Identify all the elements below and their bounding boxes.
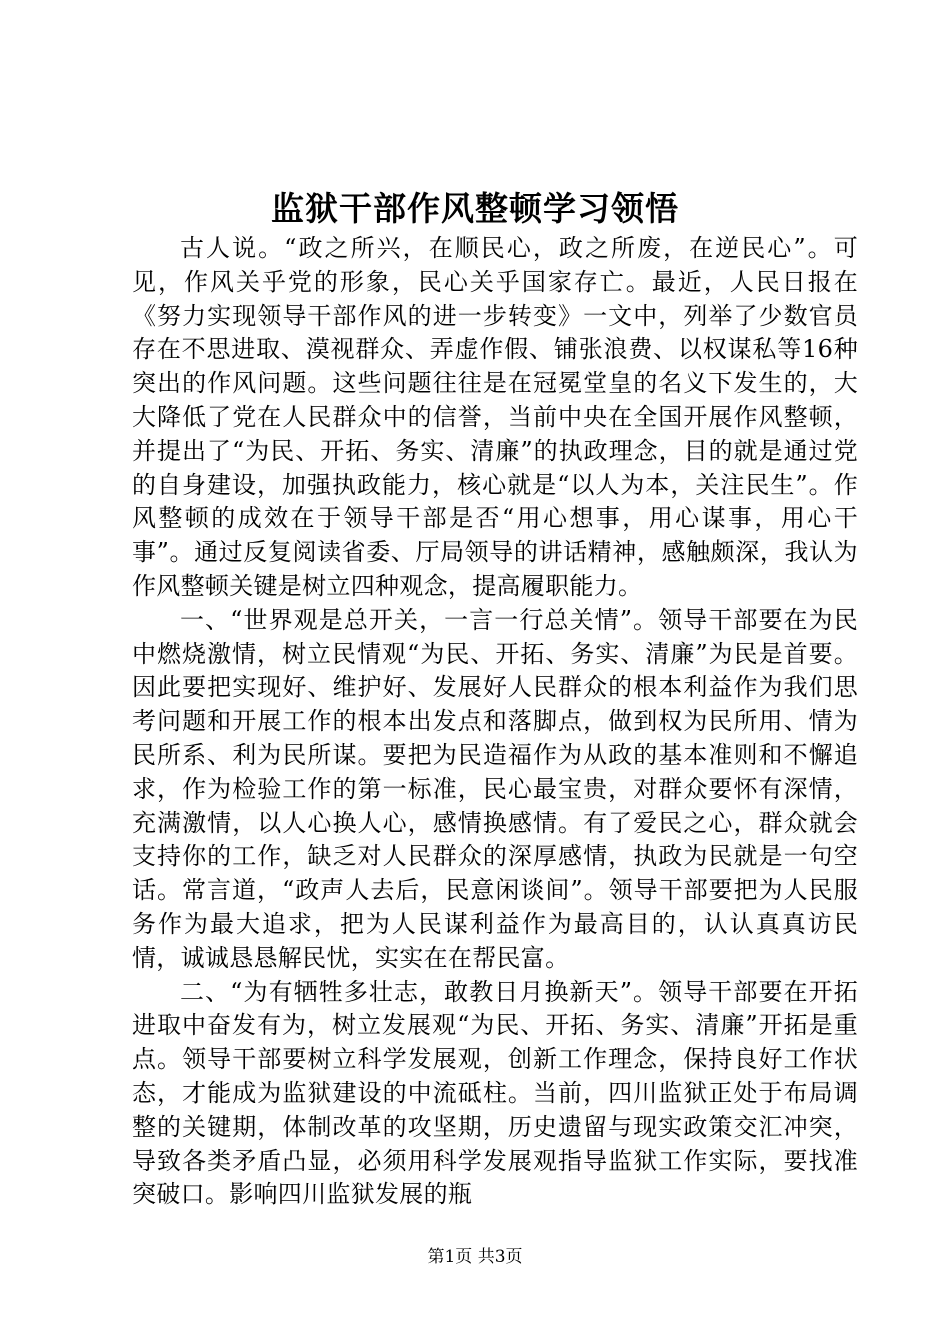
document-title: 监狱干部作风整顿学习领悟 (271, 189, 679, 228)
paragraph-section-1: 一、“世界观是总开关，一言一行总关情”。领导干部要在为民中燃烧激情，树立民情观“为民、开拓、务实、清廉”为民是首要。因此要把实现好、维护好、发展好人民群众的根本利益作为我们思考问题和开展工作的根本出发点和落脚点，做到权为民所用、情为民所系、利为民所谋。要把为民造福作为从政的基本准则和不懈追求，作为检验工作的第一标准，民心最宝贵，对群众要怀有深情，充满激情，以人心换人心，感情换感情。有了爱民之心，群众就会支持你的工作，缺乏对人民群众的深厚感情，执政为民就是一句空话。常言道，“政声人去后，民意闲谈间”。领导干部要把为人民服务作为最大追求，把为人民谋利益作为最高目的，认认真真访民情，诚诚恳恳解民忧，实实在在帮民富。 (132, 605, 858, 972)
page-number-footer: 第1页 共3页 (427, 1247, 523, 1267)
paragraph-intro: 古人说。“政之所兴，在顺民心，政之所废，在逆民心”。可见，作风关乎党的形象，民心关乎国家存亡。最近，人民日报在《努力实现领导干部作风的进一步转变》一文中，列举了少数官员存在不思进取、漠视群众、弄虚作假、铺张浪费、以权谋私等16种突出的作风问题。这些问题往往是在冠冕堂皇的名义下发生的，大大降低了党在人民群众中的信誉，当前中央在全国开展作风整顿，并提出了“为民、开拓、务实、清廉”的执政理念，目的就是通过党的自身建设，加强执政能力，核心就是“以人为本，关注民生”。作风整顿的成效在于领导干部是否“用心想事，用心谋事，用心干事”。通过反复阅读省委、厅局领导的讲话精神，感触颇深，我认为作风整顿关键是树立四种观念，提高履职能力。 (132, 234, 858, 600)
document-body (132, 232, 858, 1212)
paragraph-section-2: 二、“为有牺牲多壮志，敢教日月换新天”。领导干部要在开拓进取中奋发有为，树立发展观“为民、开拓、务实、清廉”开拓是重点。领导干部要树立科学发展观，创新工作理念，保持良好工作状态，才能成为监狱建设的中流砥柱。当前，四川监狱正处于布局调整的关键期，体制改革的攻坚期，历史遗留与现实政策交汇冲突，导致各类矛盾凸显，必须用科学发展观指导监狱工作实际，要找准突破口。影响四川监狱发展的瓶 (132, 977, 858, 1209)
